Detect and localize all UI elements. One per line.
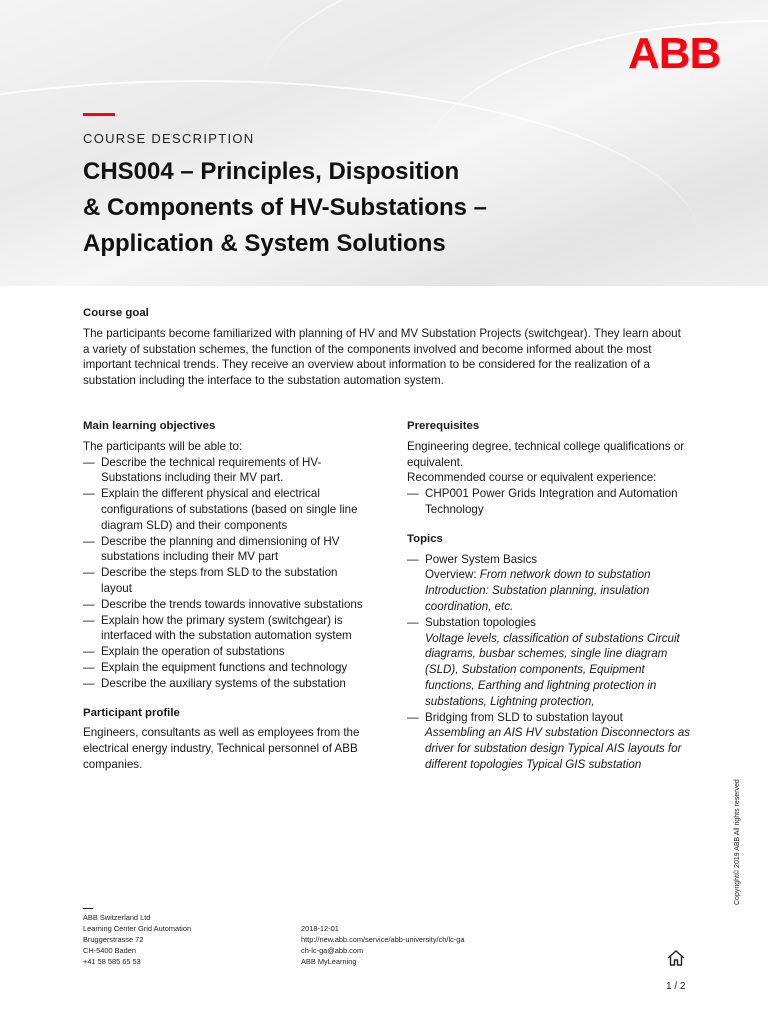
footer-company: [83, 912, 191, 967]
section-heading: Topics: [407, 532, 443, 545]
page-title: [83, 154, 683, 262]
footer-line: +41 58 585 65 53: [83, 957, 141, 966]
topic-details: Assembling an AIS HV substation Disconnectors as driver for substation design Typical AIS layouts for different topologies Typical GIS substation: [425, 726, 691, 771]
footer-url[interactable]: http://new.abb.com/service/abb-university/ch/lc-ga: [301, 935, 465, 944]
list-item: — Describe the planning and dimensioning of HV substations including their MV part: [83, 534, 368, 566]
copyright-notice: Copyright© 2019 ABB All rights reserved: [734, 779, 741, 905]
prerequisites-list: [407, 486, 692, 518]
title-line: Application & System Solutions: [83, 230, 446, 257]
topic-item: [407, 710, 692, 773]
footer-line: CH-5400 Baden: [83, 946, 137, 955]
topics-list: [407, 552, 692, 773]
prerequisites-text: Recommended course or equivalent experience:: [407, 471, 657, 485]
participant-profile-section: [83, 706, 368, 773]
page-number: 1 / 2: [666, 981, 686, 992]
footer-date: 2018-12-01: [301, 924, 339, 933]
topic-lead: Overview:: [425, 568, 480, 582]
topic-details: Voltage levels, classification of substations Circuit diagrams, busbar schemes, single line diagram (SLD), Substation components, Equipment functions, Earthing and lightning protection in substations, Lightning protection,: [425, 631, 680, 708]
list-item: — Describe the technical requirements of HV-Substations including their MV part.: [83, 455, 368, 487]
footer-email[interactable]: ch-lc-ga@abb.com: [301, 946, 364, 955]
prerequisites-section: [407, 419, 692, 518]
list-item: — Explain the different physical and electrical configurations of substations (based on single line diagram SLD) and their components: [83, 486, 368, 533]
footer-line: Learning Center Grid Automation: [83, 924, 192, 933]
topic-item: [407, 552, 692, 615]
eyebrow-label: COURSE DESCRIPTION: [83, 131, 255, 146]
list-item: — Describe the steps from SLD to the substation layout: [83, 565, 368, 597]
footer-divider: [83, 908, 93, 909]
list-item: — Describe the auxiliary systems of the substation: [83, 676, 368, 692]
list-item: — Explain how the primary system (switchgear) is interfaced with the substation automation system: [83, 613, 368, 645]
objectives-intro: The participants will be able to:: [83, 439, 243, 453]
home-icon[interactable]: [666, 948, 686, 968]
footer-info: [301, 912, 465, 967]
topic-item: [407, 615, 692, 710]
objectives-list: [83, 455, 368, 692]
title-line: CHS004 – Principles, Disposition: [83, 158, 460, 185]
list-item: — Describe the trends towards innovative substations: [83, 597, 368, 613]
prerequisites-text: Engineering degree, technical college qualifications or equivalent.: [407, 439, 685, 469]
objectives-section: [83, 419, 368, 692]
section-heading: Course goal: [83, 307, 149, 319]
footer-line: Bruggerstrasse 72: [83, 935, 144, 944]
left-column: [83, 419, 368, 787]
footer-mylearning: ABB MyLearning: [301, 957, 357, 966]
topic-title: — Power System Basics: [425, 552, 538, 566]
section-heading: Participant profile: [83, 706, 180, 719]
section-heading: Main learning objectives: [83, 420, 216, 432]
footer-line: ABB Switzerland Ltd: [83, 913, 151, 922]
topic-title: — Substation topologies: [425, 615, 536, 629]
abb-logo: [628, 32, 730, 72]
accent-bar: [83, 113, 115, 116]
topic-details: From network down to substation Introduction: Substation planning, insulation coordination, etc.: [425, 568, 651, 613]
right-column: [407, 419, 692, 787]
topics-section: [407, 532, 692, 773]
list-item: — Explain the equipment functions and technology: [83, 660, 368, 676]
section-heading: Prerequisites: [407, 420, 480, 432]
title-line: & Components of HV-Substations –: [83, 194, 488, 221]
course-goal-text: The participants become familiarized with planning of HV and MV Substation Projects (switchgear). They learn about a variety of substation schemes, the function of the components involved and become informed about the most important technical trends. They receive an overview about information to be considered for the realization of a substation including the interface to the substation automation system.: [83, 326, 681, 388]
header-banner: [0, 0, 768, 286]
participant-profile-text: Engineers, consultants as well as employees from the electrical energy industry, Technical personnel of ABB companies.: [83, 726, 360, 771]
list-item: — Explain the operation of substations: [83, 644, 368, 660]
abb-logo-text: ABB: [628, 32, 721, 72]
course-goal-section: [83, 306, 683, 389]
topic-title: — Bridging from SLD to substation layout: [425, 710, 623, 724]
list-item: — CHP001 Power Grids Integration and Automation Technology: [407, 486, 692, 518]
